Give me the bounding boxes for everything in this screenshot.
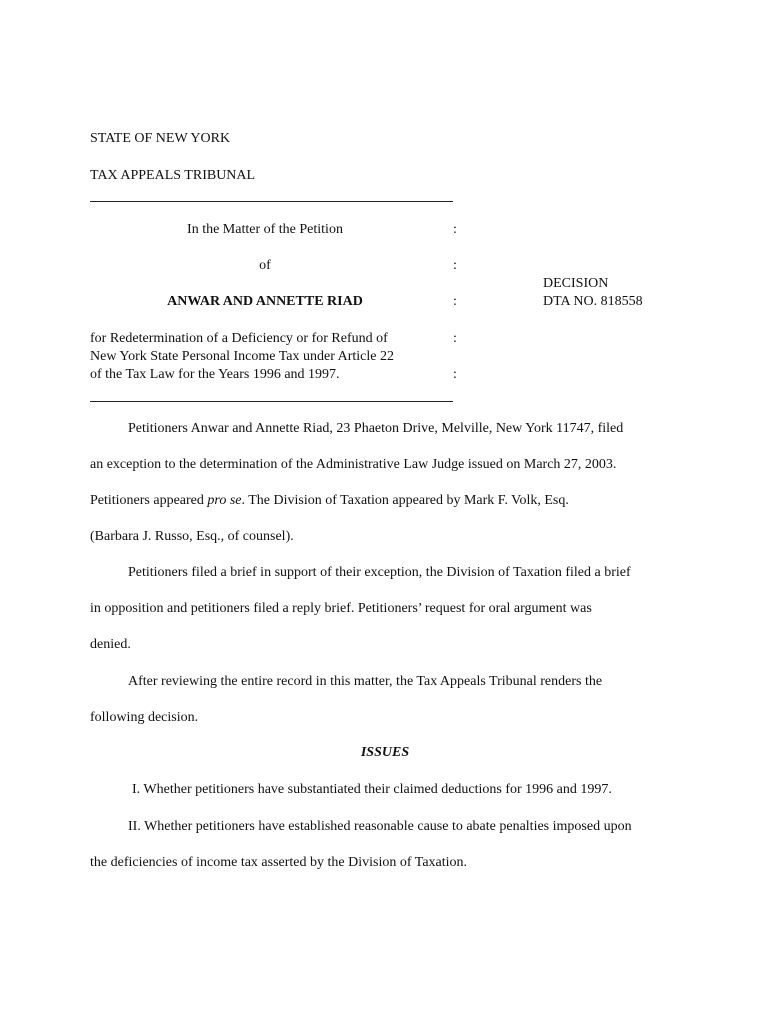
caption-matter: In the Matter of the Petition [187,222,343,237]
paragraph-2-line-1: Petitioners filed a brief in support of their exception, the Division of Taxation filed a brief [128,565,631,580]
paragraph-3-line-2: following decision. [90,710,199,725]
paragraph-1-line-4: (Barbara J. Russo, Esq., of counsel). [90,529,294,544]
decision-number: DTA NO. 818558 [543,294,643,309]
state-heading: STATE OF NEW YORK [90,131,231,146]
paragraph-1-line-1: Petitioners Anwar and Annette Riad, 23 Phaeton Drive, Melville, New York 11747, filed [128,421,624,436]
paragraph-2-line-3: denied. [90,637,131,652]
tribunal-heading: TAX APPEALS TRIBUNAL [90,168,256,183]
caption-bottom-rule [90,401,453,402]
paragraph-3-line-1: After reviewing the entire record in this matter, the Tax Appeals Tribunal renders the [128,674,603,689]
decision-label: DECISION [543,276,609,291]
paragraph-1-line-3-a: Petitioners appeared [90,493,208,508]
caption-colon: : [453,331,457,346]
issue-2-line-2: the deficiencies of income tax asserted by the Division of Taxation. [90,855,468,870]
paragraph-2-line-2: in opposition and petitioners filed a reply brief. Petitioners’ request for oral argument was [90,601,592,616]
issue-2-line-1: II. Whether petitioners have established reasonable cause to abate penalties imposed upon [128,819,632,834]
caption-purpose-line-3: of the Tax Law for the Years 1996 and 1997. [90,367,340,382]
caption-of: of [259,258,271,273]
caption-purpose-line-1: for Redetermination of a Deficiency or for Refund of [90,331,388,346]
issues-heading: ISSUES [360,745,410,760]
caption-colon: : [453,258,457,273]
caption-petitioners: ANWAR AND ANNETTE RIAD [167,294,363,309]
caption-purpose-line-2: New York State Personal Income Tax under Article 22 [90,349,394,364]
issue-1: I. Whether petitioners have substantiated their claimed deductions for 1996 and 1997. [132,782,612,797]
caption-top-rule [90,201,453,202]
paragraph-1-line-3-b: . The Division of Taxation appeared by Mark F. Volk, Esq. [241,493,569,508]
caption-colon: : [453,222,457,237]
caption-colon: : [453,294,457,309]
pro-se-italic: pro se [207,493,242,508]
paragraph-1-line-2: an exception to the determination of the Administrative Law Judge issued on March 27, 2003. [90,457,617,472]
caption-colon: : [453,367,457,382]
paragraph-1-line-3 [90,493,680,509]
